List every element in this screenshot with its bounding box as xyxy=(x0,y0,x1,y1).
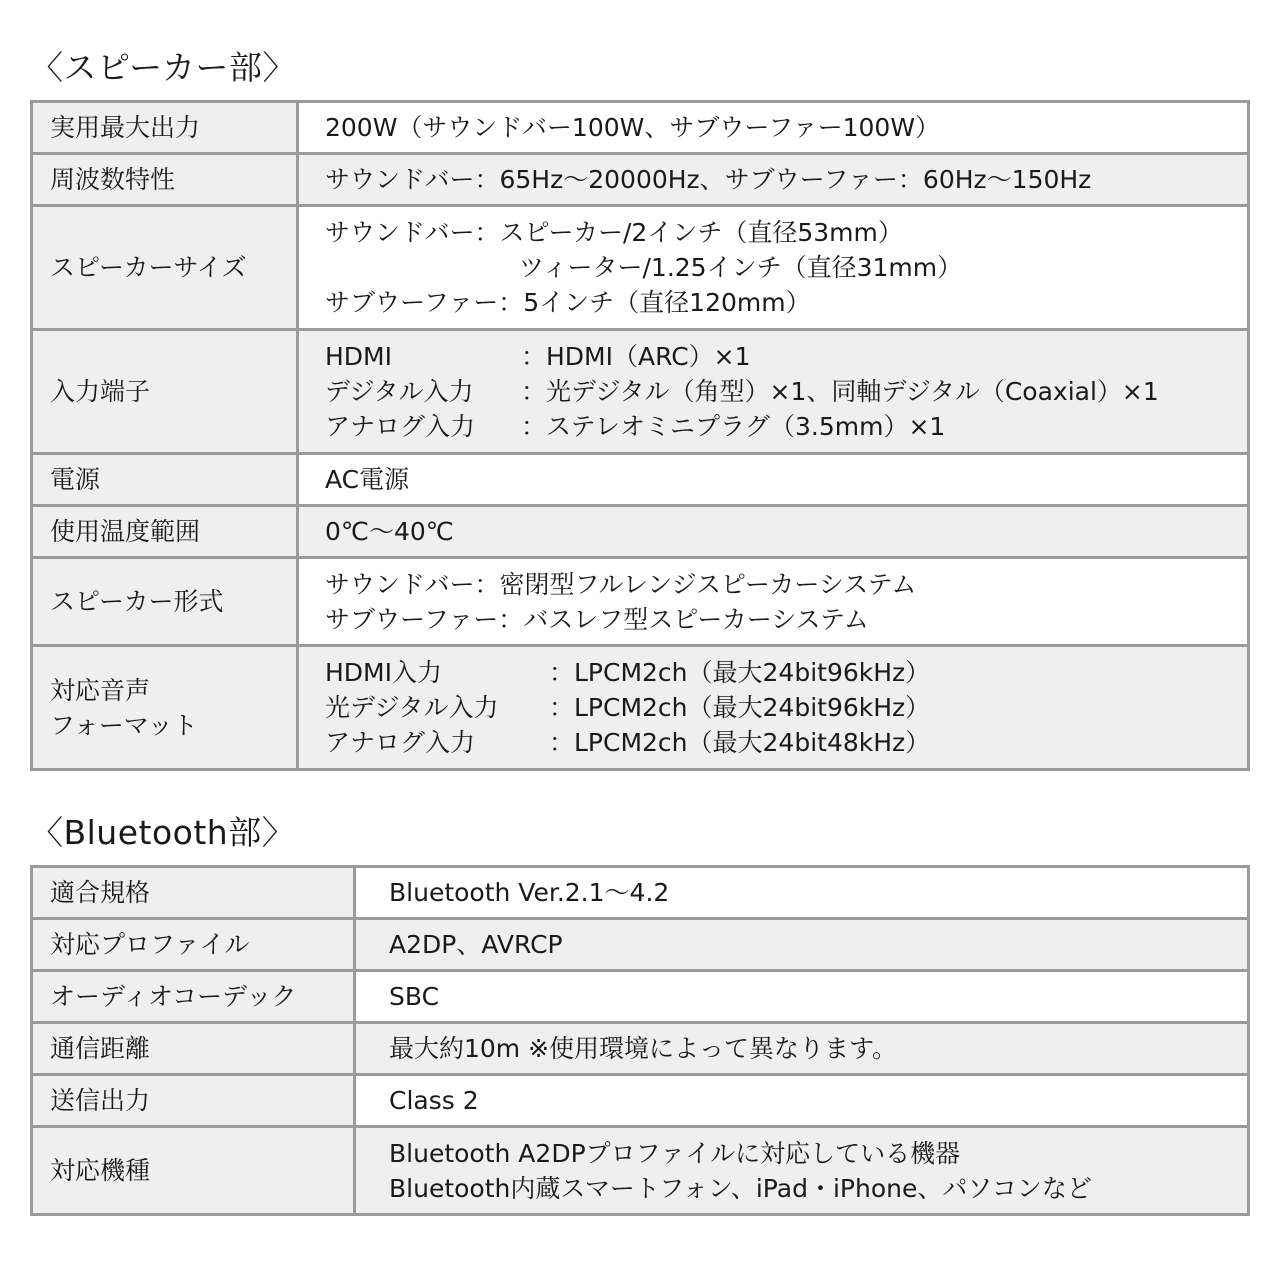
table-row xyxy=(32,206,1249,330)
item-value: ：HDMI（ARC）×1 xyxy=(521,342,751,371)
row-value-speaker-type xyxy=(298,558,1249,646)
row-label-devices: 対応機種 xyxy=(32,1127,355,1215)
item-value: ：LPCM2ch（最大24bit96kHz） xyxy=(549,658,931,687)
item-key: アナログ入力 xyxy=(325,412,476,441)
item-value: ：ステレオミニプラグ（3.5mm）×1 xyxy=(521,412,946,441)
table-row xyxy=(32,454,1249,506)
speaker-spec-table xyxy=(30,100,1250,771)
value-line: サブウーファー：バスレフ型スピーカーシステム xyxy=(325,604,869,634)
row-label-input-terminal: 入力端子 xyxy=(32,330,298,454)
item-key: HDMI xyxy=(325,342,392,371)
item-value: ：LPCM2ch（最大24bit48kHz） xyxy=(549,728,931,757)
table-row xyxy=(32,646,1249,770)
bluetooth-spec-table xyxy=(30,865,1250,1216)
bluetooth-section-title: 〈Bluetooth部〉 xyxy=(30,813,296,852)
row-label-range: 通信距離 xyxy=(32,1023,355,1075)
item-value: ：光デジタル（角型）×1、同軸デジタル（Coaxial）×1 xyxy=(521,377,1159,406)
label-line: フォーマット xyxy=(50,710,198,740)
row-label-speaker-type: スピーカー形式 xyxy=(32,558,298,646)
value-line xyxy=(325,725,1247,760)
row-value-frequency: サウンドバー：65Hz～20000Hz、サブウーファー：60Hz～150Hz xyxy=(298,154,1249,206)
row-value-output: Class 2 xyxy=(355,1075,1249,1127)
table-row xyxy=(32,102,1249,154)
value-line: Bluetooth A2DPプロファイルに対応している機器 xyxy=(389,1138,961,1168)
row-label-standard: 適合規格 xyxy=(32,867,355,919)
value-line xyxy=(325,655,1247,690)
value-line xyxy=(325,690,1247,725)
row-label-speaker-size: スピーカーサイズ xyxy=(32,206,298,330)
table-row xyxy=(32,867,1249,919)
row-value-range: 最大約10m ※使用環境によって異なります。 xyxy=(355,1023,1249,1075)
item-key: 光デジタル入力 xyxy=(325,693,499,722)
value-line: サウンドバー：スピーカー/2インチ（直径53mm） xyxy=(325,218,903,247)
speaker-section-title: 〈スピーカー部〉 xyxy=(30,48,297,87)
value-line xyxy=(325,374,1247,409)
table-row xyxy=(32,971,1249,1023)
table-row xyxy=(32,1023,1249,1075)
item-key: デジタル入力 xyxy=(325,377,474,406)
row-label-audio-format xyxy=(32,646,298,770)
table-row xyxy=(32,330,1249,454)
value-line: サウンドバー：密閉型フルレンジスピーカーシステム xyxy=(325,569,917,599)
item-value: ：LPCM2ch（最大24bit96kHz） xyxy=(549,693,931,722)
row-value-audio-format xyxy=(298,646,1249,770)
value-line xyxy=(325,409,1247,444)
table-row xyxy=(32,1075,1249,1127)
row-value-codec: SBC xyxy=(355,971,1249,1023)
row-value-speaker-size xyxy=(298,206,1249,330)
row-label-frequency: 周波数特性 xyxy=(32,154,298,206)
item-key: アナログ入力 xyxy=(325,728,476,757)
row-value-power: AC電源 xyxy=(298,454,1249,506)
item-key: HDMI入力 xyxy=(325,658,442,687)
row-value-devices xyxy=(355,1127,1249,1215)
row-label-profile: 対応プロファイル xyxy=(32,919,355,971)
table-row xyxy=(32,506,1249,558)
row-label-codec: オーディオコーデック xyxy=(32,971,355,1023)
table-row xyxy=(32,558,1249,646)
label-line: 対応音声 xyxy=(50,675,151,705)
row-label-power: 電源 xyxy=(32,454,298,506)
row-value-profile: A2DP、AVRCP xyxy=(355,919,1249,971)
value-line: Bluetooth内蔵スマートフォン、iPad・iPhone、パソコンなど xyxy=(389,1173,1092,1203)
row-value-max-output: 200W（サウンドバー100W、サブウーファー100W） xyxy=(298,102,1249,154)
row-label-output: 送信出力 xyxy=(32,1075,355,1127)
table-row xyxy=(32,154,1249,206)
row-value-temperature: 0℃～40℃ xyxy=(298,506,1249,558)
table-row xyxy=(32,919,1249,971)
row-value-input-terminal xyxy=(298,330,1249,454)
value-line: ツィーター/1.25インチ（直径31mm） xyxy=(519,253,963,282)
row-label-max-output: 実用最大出力 xyxy=(32,102,298,154)
value-line xyxy=(325,339,1247,374)
value-line: サブウーファー：5インチ（直径120mm） xyxy=(325,288,811,317)
row-value-standard: Bluetooth Ver.2.1～4.2 xyxy=(355,867,1249,919)
table-row xyxy=(32,1127,1249,1215)
row-label-temperature: 使用温度範囲 xyxy=(32,506,298,558)
